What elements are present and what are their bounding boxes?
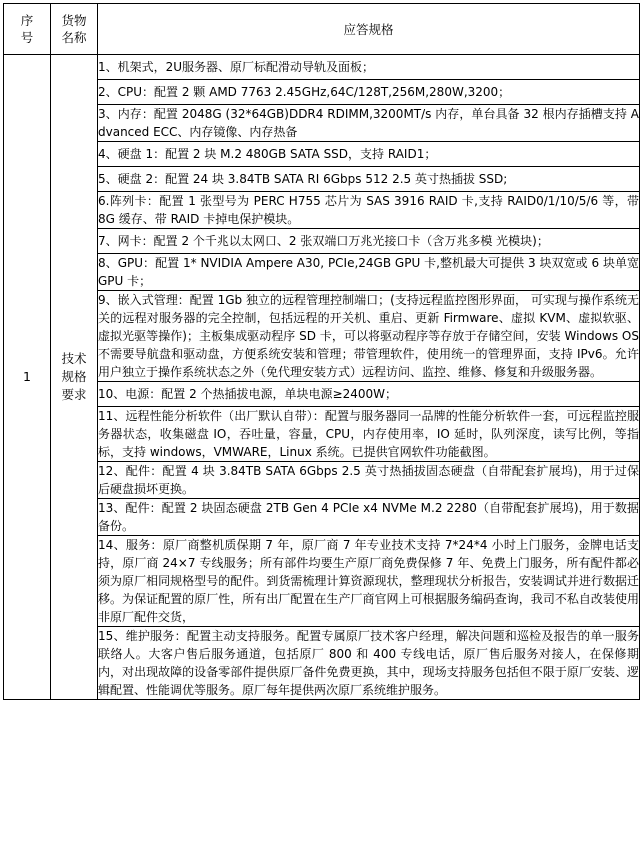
table-row <box>4 229 640 254</box>
table-row <box>4 167 640 192</box>
row-number: 1 <box>4 55 51 700</box>
header-no-line1: 序 <box>20 13 34 28</box>
header-no <box>4 4 51 55</box>
header-name-line1: 货物 <box>61 13 87 28</box>
table-row <box>4 407 640 462</box>
table-row <box>4 382 640 407</box>
spec-item-4: 4、硬盘 1：配置 2 块 M.2 480GB SATA SSD，支持 RAID1； <box>98 142 640 167</box>
header-name-line2: 名称 <box>61 30 87 45</box>
row-goods-name-line2: 规格 <box>61 369 87 384</box>
spec-item-7: 7、网卡：配置 2 个千兆以太网口、2 张双端口万兆光接口卡（含万兆多模 光模块)； <box>98 229 640 254</box>
spec-item-13: 13、配件：配置 2 块固态硬盘 2TB Gen 4 PCIe x4 NVMe M.2 2280（自带配套扩展坞)，用于数据备份。 <box>98 499 640 536</box>
table-row <box>4 254 640 291</box>
spec-table <box>3 3 640 700</box>
header-spec: 应答规格 <box>98 4 640 55</box>
spec-item-6: 6.阵列卡：配置 1 张型号为 PERC H755 芯片为 SAS 3916 RAID 卡,支持 RAID0/1/10/5/6 等，带 8G 缓存、带 RAID 卡掉电保护模块。 <box>98 192 640 229</box>
table-row <box>4 55 640 80</box>
spec-item-12: 12、配件：配置 4 块 3.84TB SATA 6Gbps 2.5 英寸热插拔固态硬盘（自带配套扩展坞)，用于过保后硬盘损坏更换。 <box>98 462 640 499</box>
row-goods-name-line3: 要求 <box>61 387 87 402</box>
spec-item-10: 10、电源：配置 2 个热插拔电源，单块电源≥2400W； <box>98 382 640 407</box>
table-row <box>4 462 640 499</box>
spec-item-5: 5、硬盘 2：配置 24 块 3.84TB SATA RI 6Gbps 512 2.5 英寸热插拔 SSD; <box>98 167 640 192</box>
table-row <box>4 291 640 382</box>
row-goods-name <box>51 55 98 700</box>
spec-item-3: 3、内存：配置 2048G (32*64GB)DDR4 RDIMM,3200MT/s 内存，单台具备 32 根内存插槽支持 Advanced ECC、内存镜像、内存热备 <box>98 105 640 142</box>
spec-item-15: 15、维护服务：配置主动支持服务。配置专属原厂技术客户经理，解决问题和巡检及报告的单一服务联络人。大客户售后服务通道，包括原厂 800 和 400 专线电话，原厂售后服务对接人，在保修期内，对出现故障的设备零部件提供原厂备件免费更换，其中，现场支持服务包括但不限于原厂安装、逻辑配置、性能调优等服务。原厂每年提供两次原厂系统维护服务。 <box>98 627 640 700</box>
table-row <box>4 536 640 627</box>
spec-item-9: 9、嵌入式管理：配置 1Gb 独立的远程管理控制端口；(支持远程监控图形界面， 可实现与操作系统无关的远程对服务器的完全控制，包括远程的开关机、重启、更新 Firmware、虚拟 KVM、虚拟软驱、虚拟光驱等操作)；主板集成驱动程序 SD 卡，可以将驱动程序等存放于存储空间，安装 Windows OS 不需要导航盘和驱动盘，方便系统安装和管理；带管理软件，使用统一的管理界面，支持 IPv6。允许用户独立于操作系统状态之外（免代理安装方式）远程访问、监控、维修、修复和升级服务器。 <box>98 291 640 382</box>
table-row <box>4 80 640 105</box>
row-goods-name-line1: 技术 <box>61 351 87 366</box>
spec-item-2: 2、CPU：配置 2 颗 AMD 7763 2.45GHz,64C/128T,256M,280W,3200； <box>98 80 640 105</box>
header-name <box>51 4 98 55</box>
spec-item-14: 14、服务：原厂商整机质保期 7 年，原厂商 7 年专业技术支持 7*24*4 小时上门服务，金牌电话支持，原厂商 24×7 专线服务；所有部件均要生产原厂商免费保修 7 年、免费上门服务，所有配件都必须为原厂相同规格型号的配件。到货需梳理计算资源现状，整理现状分析报告，安装调试并进行数据迁移。为保证配置的原厂性，所有出厂配置在生产厂商官网上可根据服务编码查询，我司不私自改装使用非原厂配件交货， <box>98 536 640 627</box>
table-row <box>4 627 640 700</box>
spec-item-1: 1、机架式，2U服务器、原厂标配滑动导轨及面板； <box>98 55 640 80</box>
spec-item-11: 11、远程性能分析软件（出厂默认自带）：配置与服务器同一品牌的性能分析软件一套，可远程监控服务器状态，收集磁盘 IO，吞吐量，容量，CPU，内存使用率，IO 延时，队列深度，读写比例，等指标，支持 windows，VMWARE，Linux 系统。已提供官网软件功能截图。 <box>98 407 640 462</box>
spec-item-8: 8、GPU：配置 1* NVIDIA Ampere A30, PCIe,24GB GPU 卡,整机最大可提供 3 块双宽或 6 块单宽 GPU 卡； <box>98 254 640 291</box>
table-row <box>4 499 640 536</box>
table-row <box>4 105 640 142</box>
header-row <box>4 4 640 55</box>
table-row <box>4 142 640 167</box>
header-no-line2: 号 <box>20 30 34 45</box>
table-row <box>4 192 640 229</box>
